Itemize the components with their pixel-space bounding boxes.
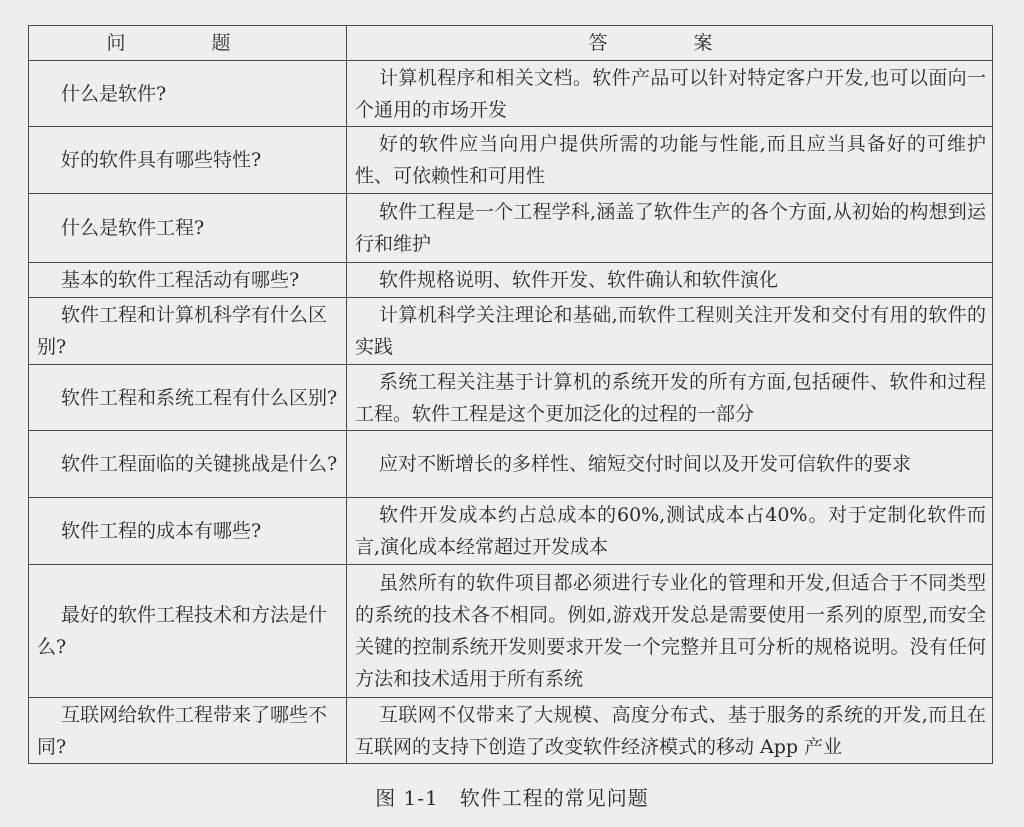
answer-cell: 好的软件应当向用户提供所需的功能与性能,而且应当具备好的可维护性、可依赖性和可用性 [347, 127, 993, 194]
answer-cell: 软件规格说明、软件开发、软件确认和软件演化 [347, 263, 993, 298]
table-row [29, 565, 993, 698]
table-row [29, 61, 993, 127]
column-header-question: 问 题 [29, 26, 347, 61]
table-row [29, 263, 993, 298]
answer-cell: 应对不断增长的多样性、缩短交付时间以及开发可信软件的要求 [347, 431, 993, 498]
answer-cell: 计算机程序和相关文档。软件产品可以针对特定客户开发,也可以面向一个通用的市场开发 [347, 61, 993, 127]
table-row [29, 431, 993, 498]
question-cell: 基本的软件工程活动有哪些? [29, 263, 347, 298]
figure-caption: 图 1-1 软件工程的常见问题 [375, 786, 649, 810]
question-cell: 软件工程和系统工程有什么区别? [29, 365, 347, 431]
answer-cell: 软件开发成本约占总成本的60%,测试成本占40%。对于定制化软件而言,演化成本经常超过开发成本 [347, 498, 993, 565]
answer-cell: 互联网不仅带来了大规模、高度分布式、基于服务的系统的开发,而且在互联网的支持下创造了改变软件经济模式的移动 App 产业 [347, 698, 993, 764]
faq-table [28, 25, 993, 764]
answer-cell: 系统工程关注基于计算机的系统开发的所有方面,包括硬件、软件和过程工程。软件工程是这个更加泛化的过程的一部分 [347, 365, 993, 431]
answer-cell: 虽然所有的软件项目都必须进行专业化的管理和开发,但适合于不同类型的系统的技术各不相同。例如,游戏开发总是需要使用一系列的原型,而安全关键的控制系统开发则要求开发一个完整并且可分析的规格说明。没有任何方法和技术适用于所有系统 [347, 565, 993, 698]
column-header-answer: 答 案 [347, 26, 993, 61]
question-cell: 软件工程和计算机科学有什么区别? [29, 298, 347, 365]
question-cell: 软件工程的成本有哪些? [29, 498, 347, 565]
question-cell: 好的软件具有哪些特性? [29, 127, 347, 194]
table-row [29, 698, 993, 764]
table-row [29, 498, 993, 565]
question-cell: 软件工程面临的关键挑战是什么? [29, 431, 347, 498]
question-cell: 互联网给软件工程带来了哪些不同? [29, 698, 347, 764]
table-row [29, 127, 993, 194]
question-cell: 什么是软件工程? [29, 194, 347, 263]
table-row [29, 365, 993, 431]
header-row [29, 26, 993, 61]
answer-cell: 软件工程是一个工程学科,涵盖了软件生产的各个方面,从初始的构想到运行和维护 [347, 194, 993, 263]
question-cell: 最好的软件工程技术和方法是什么? [29, 565, 347, 698]
question-cell: 什么是软件? [29, 61, 347, 127]
answer-cell: 计算机科学关注理论和基础,而软件工程则关注开发和交付有用的软件的实践 [347, 298, 993, 365]
table-row [29, 298, 993, 365]
table-row [29, 194, 993, 263]
